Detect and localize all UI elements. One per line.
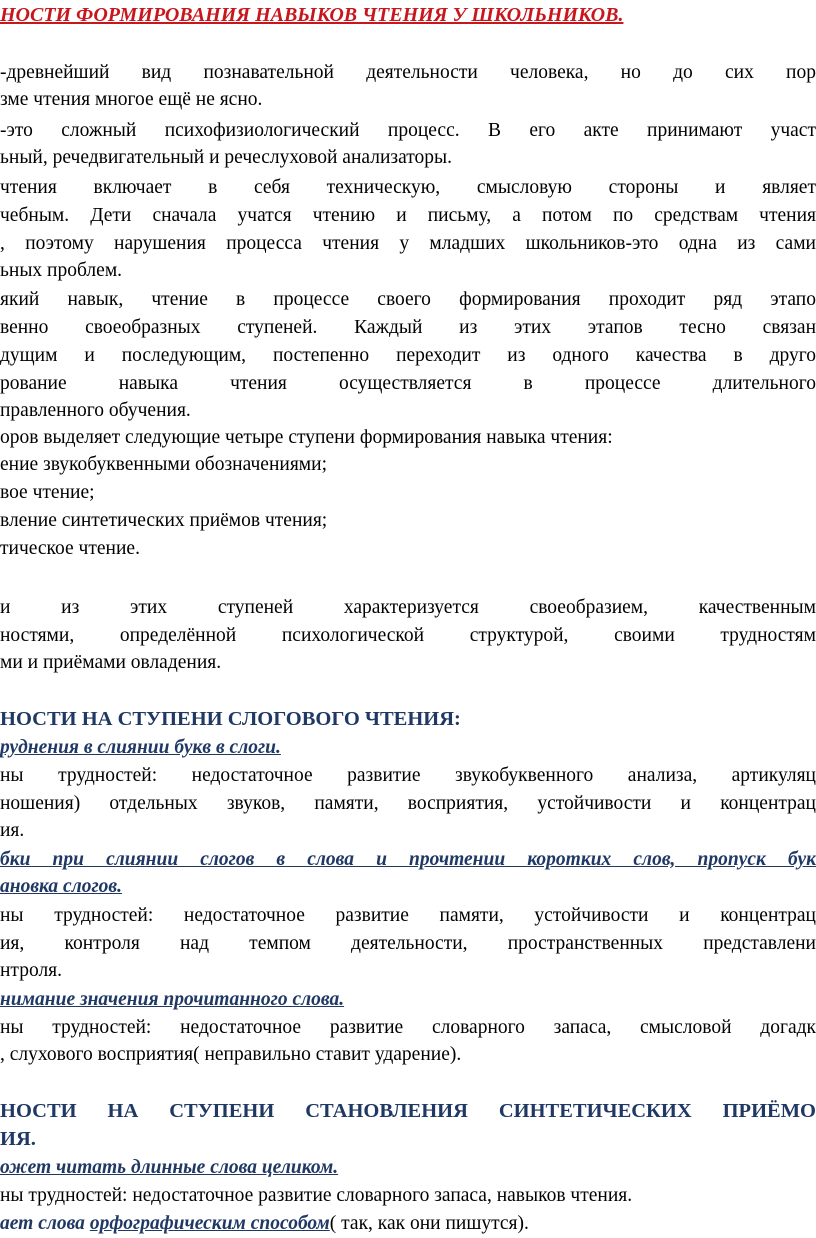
section-heading: НОСТИ НА СТУПЕНИ СТАНОВЛЕНИЯ СИНТЕТИЧЕСКИХ ПРИЁМО [0, 1100, 816, 1122]
list-item: вое чтение; [0, 482, 95, 503]
subheading: руднения в слиянии букв в слоги. [0, 737, 281, 758]
subheading: ожет читать длинные слова целиком. [0, 1157, 339, 1178]
text-line: ия, контроля над темпом деятельности, пространственных представлени [0, 933, 816, 954]
text-line: зме чтения многое ещё не ясно. [0, 89, 263, 110]
section-heading: ИЯ. [0, 1128, 36, 1150]
text-line: , поэтому нарушения процесса чтения у младших школьников-это одна из сами [0, 233, 816, 254]
text-line: ми и приёмами овладения. [0, 652, 222, 673]
text-line: ношения) отдельных звуков, памяти, восприятия, устойчивости и концентрац [0, 793, 816, 814]
mixed-line [0, 1211, 529, 1237]
document-title: НОСТИ ФОРМИРОВАНИЯ НАВЫКОВ ЧТЕНИЯ У ШКОЛЬНИКОВ. [0, 4, 624, 26]
text-line: оров выделяет следующие четыре ступени формирования навыка чтения: [0, 427, 613, 448]
text-line: який навык, чтение в процессе своего формирования проходит ряд этапо [0, 289, 816, 310]
text-line: -древнейший вид познавательной деятельности человека, но до сих пор [0, 62, 816, 83]
text-line: , слухового восприятия( неправильно ставит ударение). [0, 1044, 462, 1065]
list-item: тическое чтение. [0, 538, 140, 559]
text-line: и из этих ступеней характеризуется своеобразием, качественным [0, 597, 816, 618]
subheading: ановка слогов. [0, 876, 123, 897]
list-item: ение звукобуквенными обозначениями; [0, 454, 327, 475]
text-line: ны трудностей: недостаточное развитие памяти, устойчивости и концентрац [0, 905, 816, 926]
text-line: ьный, речедвигательный и речеслуховой анализаторы. [0, 147, 452, 168]
text-line: венно своеобразных ступеней. Каждый из этих этапов тесно связан [0, 317, 816, 338]
text-line: ны трудностей: недостаточное развитие словарного запаса, смысловой догадк [0, 1017, 816, 1038]
text-line: правленного обучения. [0, 400, 191, 421]
text-line: ия. [0, 820, 25, 841]
text-line: ностями, определённой психологической структурой, своими трудностям [0, 625, 816, 646]
text-line: чтения включает в себя техническую, смысловую стороны и являет [0, 177, 816, 198]
text-line: рование навыка чтения осуществляется в процессе длительного [0, 373, 816, 394]
section-heading: НОСТИ НА СТУПЕНИ СЛОГОВОГО ЧТЕНИЯ: [0, 708, 461, 730]
text-line: дущим и последующим, постепенно переходит из одного качества в друго [0, 345, 816, 366]
text-line: чебным. Дети сначала учатся чтению и письму, а потом по средствам чтения [0, 205, 816, 226]
text-line: ьных проблем. [0, 260, 123, 281]
subheading: бки при слиянии слогов в слова и прочтении коротких слов, пропуск бук [0, 849, 816, 870]
subheading: нимание значения прочитанного слова. [0, 989, 345, 1010]
text-line: -это сложный психофизиологический процесс. В его акте принимают участ [0, 120, 816, 141]
list-item: вление синтетических приёмов чтения; [0, 510, 328, 531]
subheading-part-underlined: орфографическим способом [89, 1213, 330, 1234]
text-line: ны трудностей: недостаточное развитие звукобуквенного анализа, артикуляц [0, 765, 816, 786]
text-part: ( так, как они пишутся). [329, 1213, 529, 1234]
subheading-part: ает слова [0, 1213, 90, 1234]
text-line: нтроля. [0, 960, 63, 981]
text-line: ны трудностей: недостаточное развитие словарного запаса, навыков чтения. [0, 1185, 633, 1206]
